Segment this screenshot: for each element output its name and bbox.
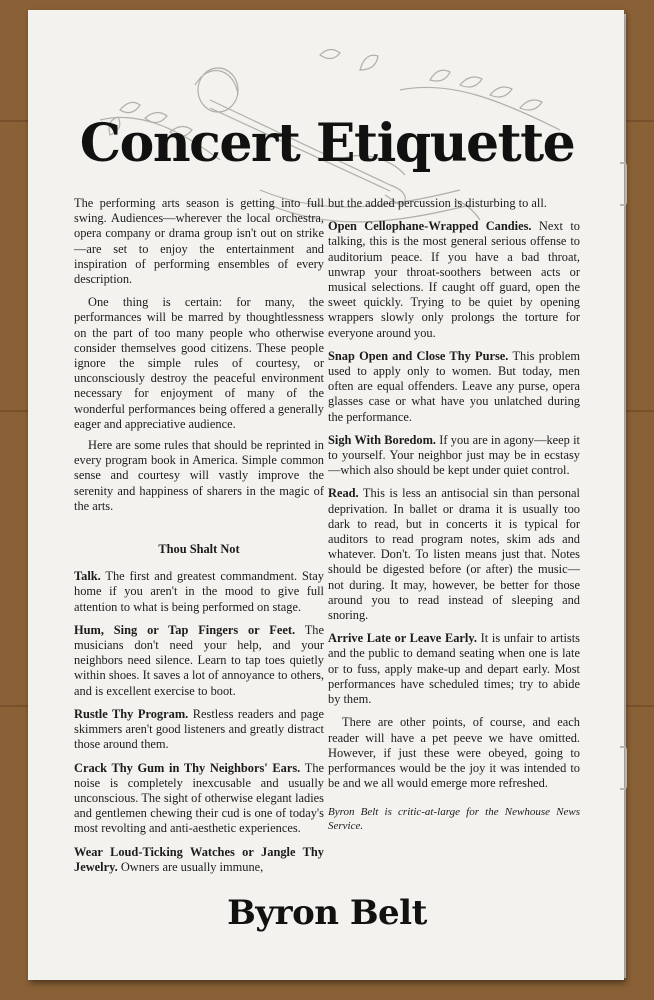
rule-body: The noise is completely inexcusable and usually unconscious. The sight of otherwise elegant ladies and gentlemen chewing their cud is one of today's most revolting and anti-aesthetic experiences.	[74, 760, 325, 836]
rule-watches-jewelry	[74, 845, 324, 875]
page-title: Concert Etiquette	[79, 113, 575, 174]
rule-body: Restless readers and page skimmers aren't good listeners and greatly distract those around them.	[74, 706, 324, 752]
rule-arrive-late	[328, 631, 580, 707]
rule-body: The first and greatest commandment. Stay home if you aren't in the mood to give full attention to what is being performed on stage.	[74, 569, 325, 614]
rule-sigh-boredom	[328, 433, 580, 479]
left-column	[74, 196, 324, 883]
closing-paragraph: There are other points, of course, and each reader will have a pet peeve we have omitted. However, if just these were obeyed, going to performances would be the joy it was intended to be and we all would emerge more refreshed.	[328, 715, 580, 791]
right-column	[328, 196, 580, 833]
rule-body: This is less an antisocial sin than personal deprivation. In ballet or drama it is usually too dark to read, but in concerts it is typical for auditors to read program notes, skim ads and whatever. Don't. To listen means just that. Notes should be digested before (or after) the music—not during. It may, however, be better for those around you to read instead of sleeping and snoring.	[328, 486, 580, 623]
rule-cellophane-candies	[328, 219, 580, 341]
rule-rustle-program	[74, 707, 324, 753]
author-byline: Byron Belt is critic-at-large for the Newhouse News Service.	[328, 806, 580, 833]
rule-body: Owners are usually immune,	[120, 859, 264, 874]
rule-heading: Wear Loud-Ticking Watches or Jangle Thy Jewelry.	[74, 844, 324, 874]
continuation-text: but the added percussion is disturbing to all.	[328, 196, 547, 210]
rule-heading: Hum, Sing or Tap Fingers or Feet.	[74, 622, 296, 637]
rule-body: This problem used to apply only to women. But today, men often are equal offenders. Leave any purse, opera glasses case or what have you unlatched during the performance.	[328, 348, 581, 424]
rule-purse	[328, 349, 580, 425]
rule-crack-gum	[74, 761, 324, 837]
rule-heading: Talk.	[74, 569, 101, 584]
intro-paragraph-2: One thing is certain: for many, the performances will be marred by thoughtlessness on the part of too many people who otherwise consider themselves good citizens. These people ignore the simple rules of courtesy, or unconsciously destroy the peaceful environment necessary for enjoyment of many of the wonderful performances being offered a generally eager and appreciative audience.	[74, 295, 324, 431]
rule-talk	[74, 569, 324, 615]
intro-paragraph-1: The performing arts season is getting into full swing. Audiences—wherever the local orchestra, opera company or drama group isn't out on strike—are set to enjoy the entertainment and inspiration of performing ensembles of every description.	[74, 196, 324, 287]
rule-heading: Sigh With Boredom.	[328, 432, 437, 447]
author-signature: Byron Belt	[227, 893, 427, 933]
staple-bottom	[620, 746, 627, 790]
rule-body: Next to talking, this is the most general serious offense to auditorium peace. If you have a bad throat, unwrap your throat-soothers between acts or musical selections. If caught off guard, open the sweet quickly. Trying to be quiet by opening wrappers slowly only prolongs the torture for everyone around you.	[328, 219, 580, 340]
section-heading: Thou Shalt Not	[158, 542, 240, 557]
rule-heading: Rustle Thy Program.	[74, 706, 189, 721]
rule-body: The musicians don't need your help, and your neighbors need silence. Learn to tap toes quietly within shoes. It saves a lot of annoyance to others, and is excellent exercise to boot.	[74, 622, 324, 698]
rule-hum-sing-tap	[74, 623, 324, 699]
rule-body: If you are in agony—keep it to yourself. Your neighbor just may be in ecstasy—which also should be kept under quiet control.	[328, 432, 580, 478]
rule-heading: Open Cellophane-Wrapped Candies.	[328, 219, 532, 234]
rule-heading: Crack Thy Gum in Thy Neighbors' Ears.	[74, 760, 301, 775]
rule-heading: Read.	[328, 486, 359, 501]
rule-heading: Snap Open and Close Thy Purse.	[328, 348, 509, 363]
rule-body: It is unfair to artists and the public to demand seating when one is late or to fuss, apply make-up and depart early. Most performances have scheduled times; try to abide by them.	[328, 631, 580, 707]
rule-read	[328, 486, 580, 623]
intro-paragraph-3: Here are some rules that should be reprinted in every program book in America. Simple common sense and courtesy will vastly improve the serenity and happiness of sharers in the magic of the arts.	[74, 438, 324, 513]
rule-heading: Arrive Late or Leave Early.	[328, 631, 477, 646]
